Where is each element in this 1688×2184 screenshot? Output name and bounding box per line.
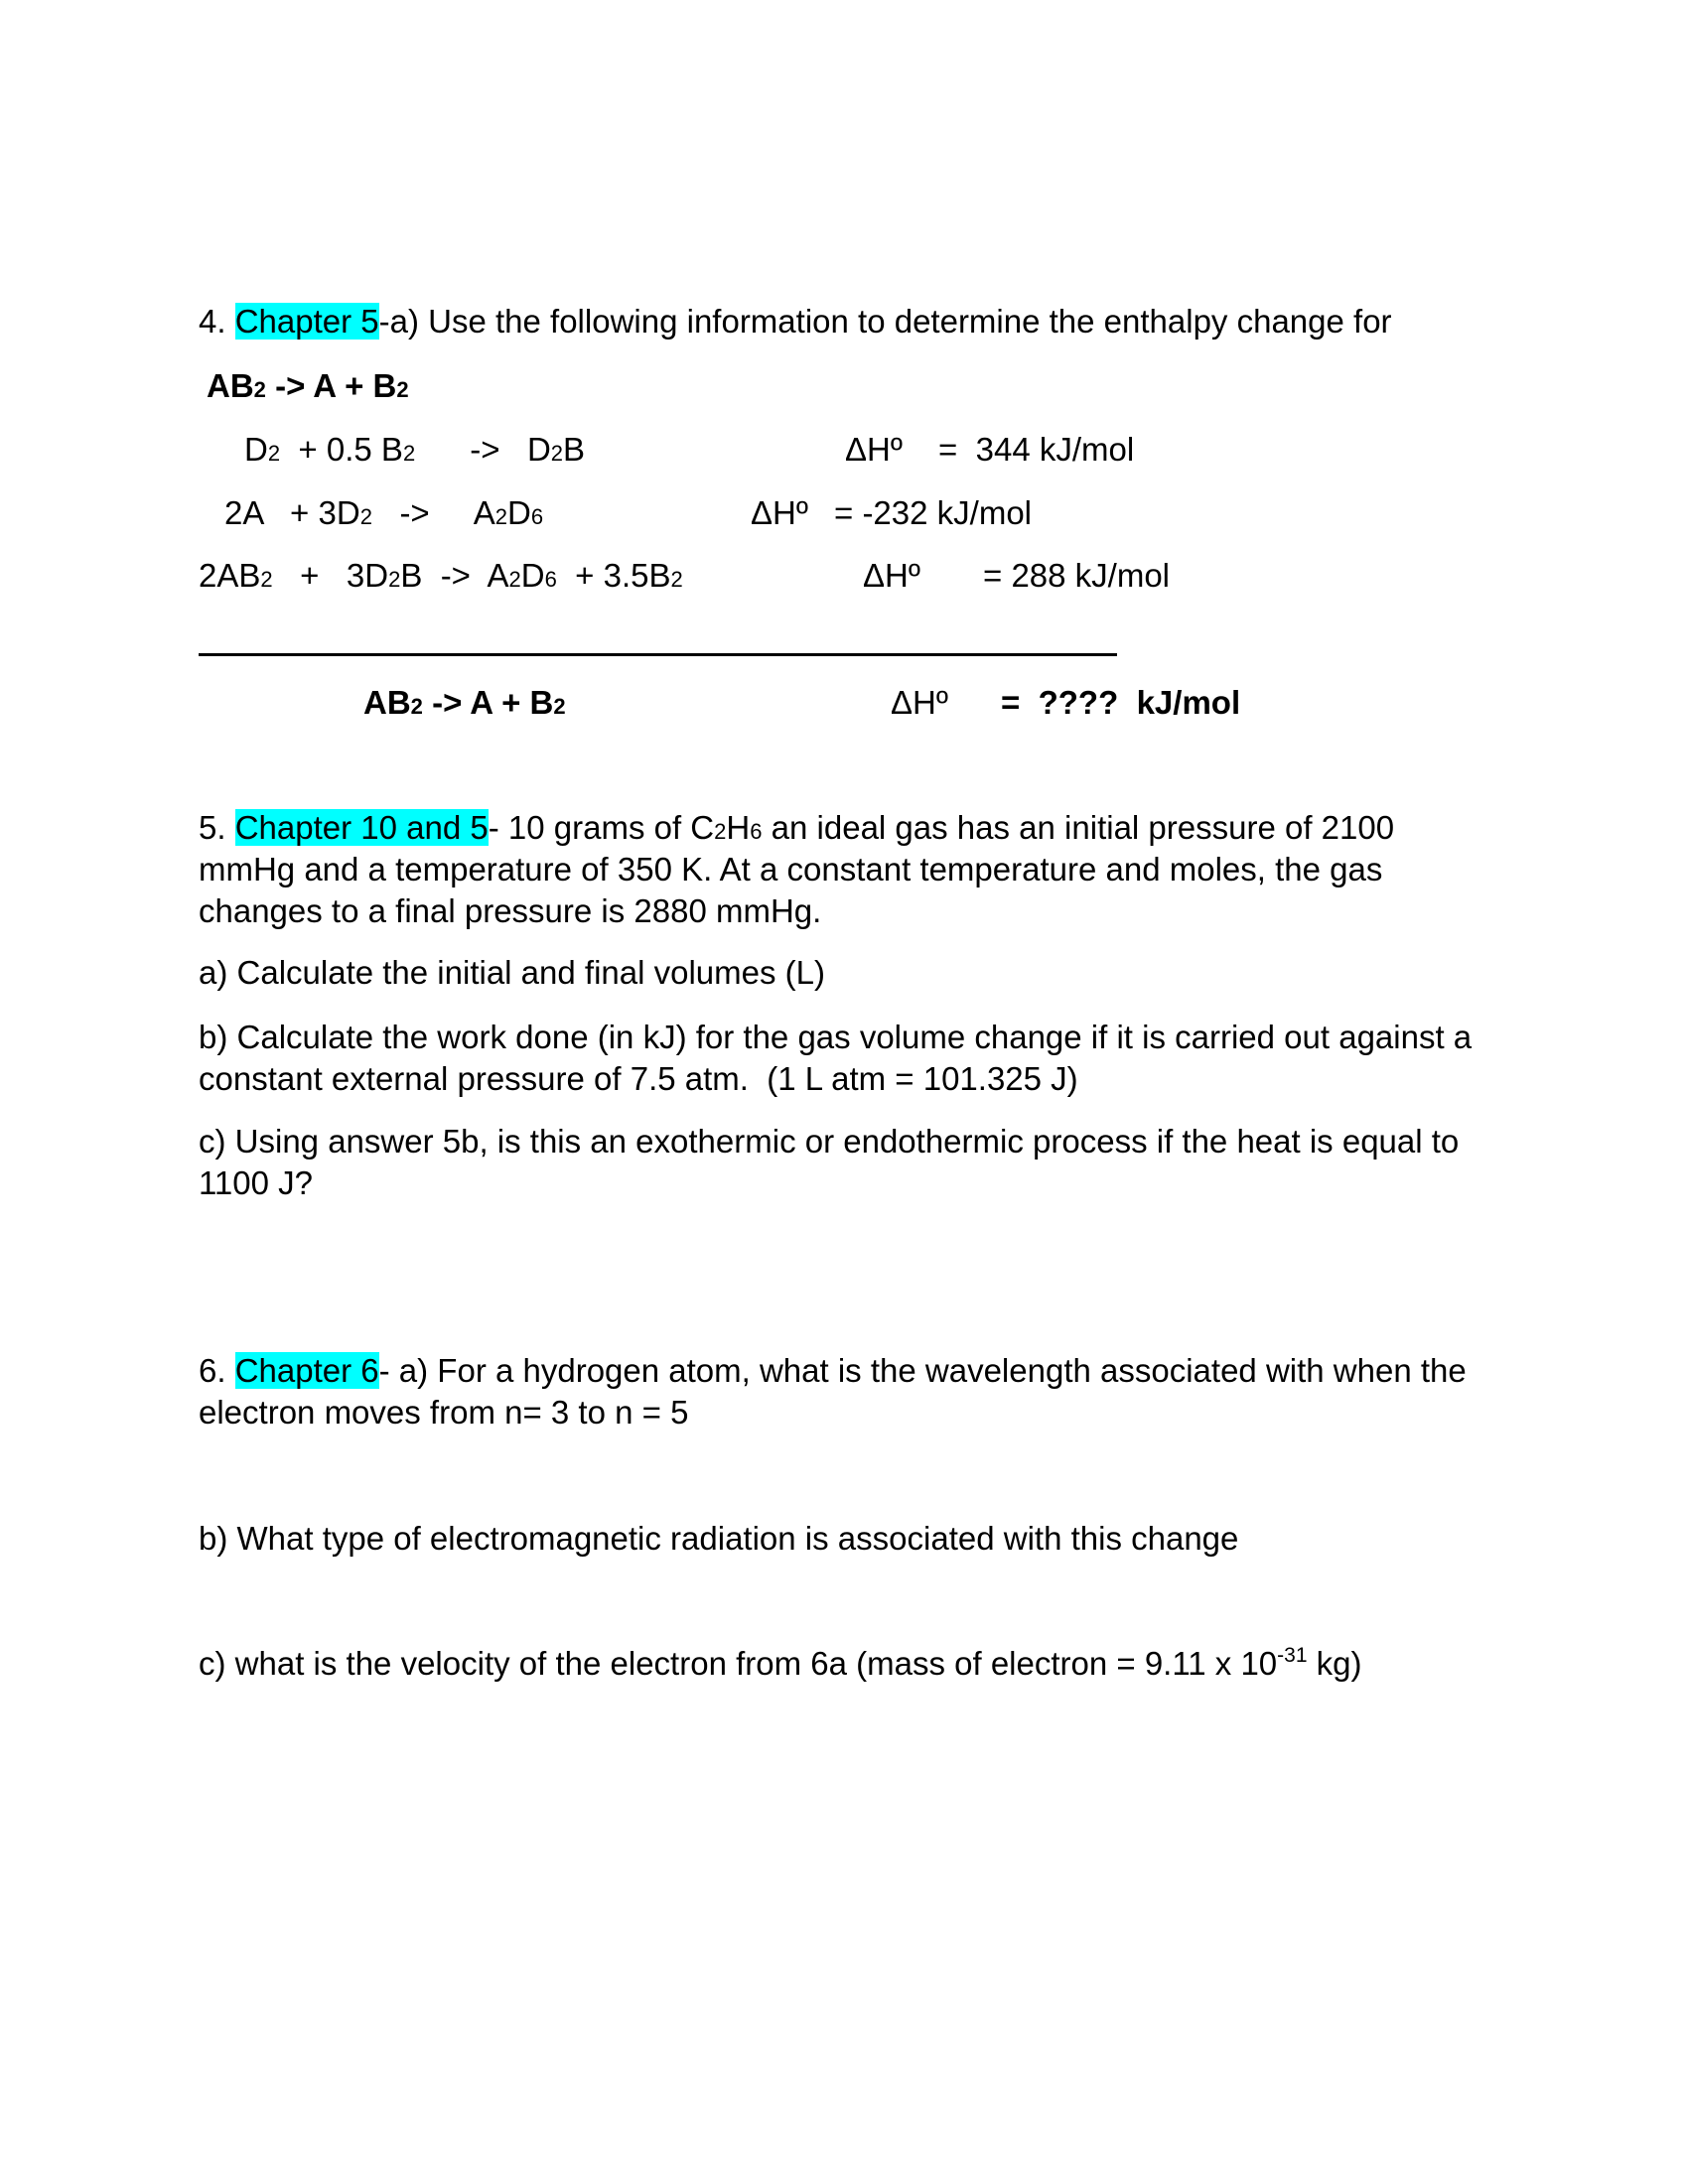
subscript: 2 bbox=[267, 441, 281, 466]
text-run: an ideal gas has an initial pressure of 2100 bbox=[762, 809, 1395, 846]
q4-reaction-3-value: = 288 kJ/mol bbox=[983, 557, 1171, 594]
q4-result-reaction bbox=[363, 682, 566, 728]
subscript: 6 bbox=[750, 819, 763, 844]
q4-reaction-2-dh: ΔHº bbox=[751, 494, 808, 531]
text-run: D bbox=[244, 431, 268, 468]
text-run: c) what is the velocity of the electron from 6a (mass of electron = 9.11 x 10 bbox=[199, 1645, 1278, 1682]
q6-heading bbox=[199, 1350, 1467, 1392]
text-run: AB bbox=[363, 684, 411, 721]
text-run: 2A + 3D bbox=[224, 494, 360, 531]
text-run: + 3D bbox=[272, 557, 389, 594]
q5-heading bbox=[199, 807, 1394, 853]
q4-reaction-3 bbox=[199, 555, 683, 601]
subscript: 2 bbox=[410, 694, 423, 719]
q4-intro: -a) Use the following information to determine the enthalpy change for bbox=[378, 303, 1392, 340]
q4-reaction-2 bbox=[224, 492, 543, 538]
subscript: 2 bbox=[714, 819, 727, 844]
subscript: 2 bbox=[550, 441, 564, 466]
q4-reaction-1-value: = 344 kJ/mol bbox=[938, 431, 1135, 468]
q6-part-a-line-1-rest: - a) For a hydrogen atom, what is the wavelength associated with when the bbox=[378, 1352, 1467, 1389]
text-run: + 0.5 B bbox=[280, 431, 403, 468]
q6-part-a-line-2: electron moves from n= 3 to n = 5 bbox=[199, 1394, 689, 1431]
text-run: AB bbox=[207, 367, 254, 404]
q4-reaction-2-value: = -232 kJ/mol bbox=[834, 494, 1032, 531]
q6-number: 6. bbox=[199, 1352, 235, 1389]
subscript: 6 bbox=[544, 567, 557, 592]
q6-chapter-highlight: Chapter 6 bbox=[234, 1352, 379, 1389]
q5-part-c-line-2: 1100 J? bbox=[199, 1164, 313, 1201]
q4-reaction-1-dh: ΔHº bbox=[845, 431, 903, 468]
q5-line-3: changes to a final pressure is 2880 mmHg. bbox=[199, 892, 822, 929]
q4-chapter-highlight: Chapter 5 bbox=[234, 303, 379, 340]
text-run: B -> A bbox=[400, 557, 509, 594]
q5-part-a: a) Calculate the initial and final volumes (L) bbox=[199, 954, 825, 991]
text-run: kg) bbox=[1307, 1645, 1362, 1682]
text-run: H bbox=[726, 809, 751, 846]
subscript: 6 bbox=[530, 504, 544, 529]
q5-part-b-line-2: constant external pressure of 7.5 atm. (1 L atm = 101.325 J) bbox=[199, 1060, 1078, 1097]
subscript: 2 bbox=[508, 567, 521, 592]
q4-number: 4. bbox=[199, 303, 235, 340]
subscript: 2 bbox=[260, 567, 273, 592]
subscript: 2 bbox=[402, 441, 416, 466]
subscript: 2 bbox=[553, 694, 566, 719]
text-run: B bbox=[563, 431, 586, 468]
text-run: -> A + B bbox=[422, 684, 554, 721]
subscript: 2 bbox=[396, 377, 409, 402]
text-run: - 10 grams of C bbox=[488, 809, 715, 846]
q5-part-c-line-1: c) Using answer 5b, is this an exothermic or endothermic process if the heat is equal to bbox=[199, 1123, 1460, 1160]
text-run: -> A bbox=[371, 494, 495, 531]
q5-line-1-rest bbox=[489, 809, 1394, 846]
q5-chapter-highlight: Chapter 10 and 5 bbox=[234, 809, 489, 846]
q4-reaction-1 bbox=[244, 429, 585, 475]
text-run: 2AB bbox=[199, 557, 261, 594]
q4-result-dh: ΔHº bbox=[891, 684, 948, 721]
subscript: 2 bbox=[359, 504, 372, 529]
q5-line-2: mmHg and a temperature of 350 K. At a constant temperature and moles, the gas bbox=[199, 851, 1383, 887]
subscript: 2 bbox=[670, 567, 683, 592]
text-run: -> D bbox=[415, 431, 551, 468]
q6-part-c bbox=[199, 1643, 1362, 1690]
superscript: -31 bbox=[1277, 1644, 1308, 1667]
q4-target-reaction bbox=[207, 365, 409, 411]
text-run: D bbox=[520, 557, 545, 594]
q4-heading bbox=[199, 301, 1392, 342]
q6-part-b: b) What type of electromagnetic radiation is associated with this change bbox=[199, 1520, 1239, 1557]
q4-result-value: = ???? kJ/mol bbox=[1001, 684, 1241, 721]
q4-divider-line bbox=[199, 653, 1117, 656]
text-run: -> A + B bbox=[265, 367, 397, 404]
subscript: 2 bbox=[253, 377, 266, 402]
q5-part-b-line-1: b) Calculate the work done (in kJ) for the gas volume change if it is carried out against a bbox=[199, 1019, 1473, 1055]
text-run: + 3.5B bbox=[556, 557, 671, 594]
text-run: D bbox=[507, 494, 531, 531]
q5-number: 5. bbox=[199, 809, 235, 846]
subscript: 2 bbox=[388, 567, 401, 592]
subscript: 2 bbox=[494, 504, 507, 529]
q4-reaction-3-dh: ΔHº bbox=[863, 557, 920, 594]
